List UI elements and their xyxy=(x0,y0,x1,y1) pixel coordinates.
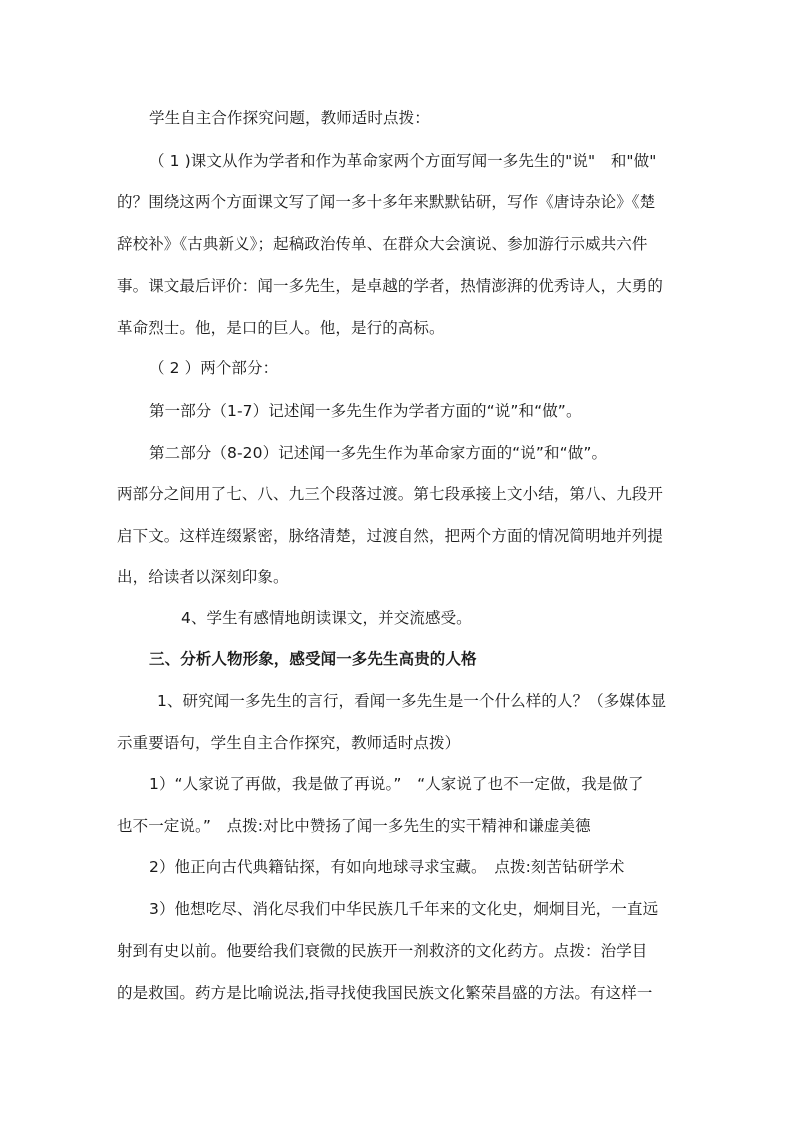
study-line-1: 1、研究闻一多先生的言行，看闻一多先生是一个什么样的人？（多媒体显 xyxy=(157,692,667,710)
step-4-line: 4、学生有感情地朗读课文，并交流感受。 xyxy=(181,609,472,627)
transition-line-2: 启下文。这样连缀紧密，脉络清楚，过渡自然，把两个方面的情况简明地并列提 xyxy=(117,527,664,545)
quote-1-line-1: 1）“人家说了再做，我是做了再说。” “人家说了也不一定做，我是做了 xyxy=(149,775,644,793)
quote-3-line-2: 射到有史以前。他要给我们衰微的民族开一剂救济的文化药方。点拨：治学目 xyxy=(117,942,648,960)
question-1-line-2: 的？围绕这两个方面课文写了闻一多十多年来默默钻研，写作《唐诗杂论》《楚 xyxy=(117,193,656,211)
study-line-2: 示重要语句，学生自主合作探究，教师适时点拨） xyxy=(117,734,461,752)
question-1-line-1: （ 1 )课文从作为学者和作为革命家两个方面写闻一多先生的"说" 和"做" xyxy=(149,152,657,170)
instruction-line: 学生自主合作探究问题，教师适时点拨： xyxy=(149,109,430,127)
quote-2-line: 2）他正向古代典籍钻探，有如向地球寻求宝藏。 点拨:刻苦钻研学术 xyxy=(149,858,625,876)
transition-line-3: 出，给读者以深刻印象。 xyxy=(117,568,289,586)
transition-line-1: 两部分之间用了七、八、九三个段落过渡。第七段承接上文小结，第八、九段开 xyxy=(117,485,664,503)
question-1-line-3: 辞校补》《古典新义》；起稿政治传单、在群众大会演说、参加游行示威共六件 xyxy=(117,235,648,253)
question-2-heading: （ 2 ）两个部分： xyxy=(149,359,279,377)
section-3-heading: 三、分析人物形象，感受闻一多先生高贵的人格 xyxy=(149,650,477,668)
part-one-line: 第一部分（1-7）记述闻一多先生作为学者方面的“说”和“做”。 xyxy=(149,402,582,420)
question-1-line-4: 事。课文最后评价：闻一多先生，是卓越的学者，热情澎湃的优秀诗人，大勇的 xyxy=(117,277,664,295)
quote-3-line-1: 3）他想吃尽、消化尽我们中华民族几千年来的文化史，炯炯目光，一直远 xyxy=(149,900,659,918)
quote-3-line-3: 的是救国。药方是比喻说法,指寻找使我国民族文化繁荣昌盛的方法。有这样一 xyxy=(117,984,653,1002)
question-1-line-5: 革命烈士。他，是口的巨人。他，是行的高标。 xyxy=(117,319,445,337)
part-two-line: 第二部分（8-20）记述闻一多先生作为革命家方面的“说”和“做”。 xyxy=(149,444,608,462)
quote-1-line-2: 也不一定说。” 点拨:对比中赞扬了闻一多先生的实干精神和谦虚美德 xyxy=(117,817,591,835)
